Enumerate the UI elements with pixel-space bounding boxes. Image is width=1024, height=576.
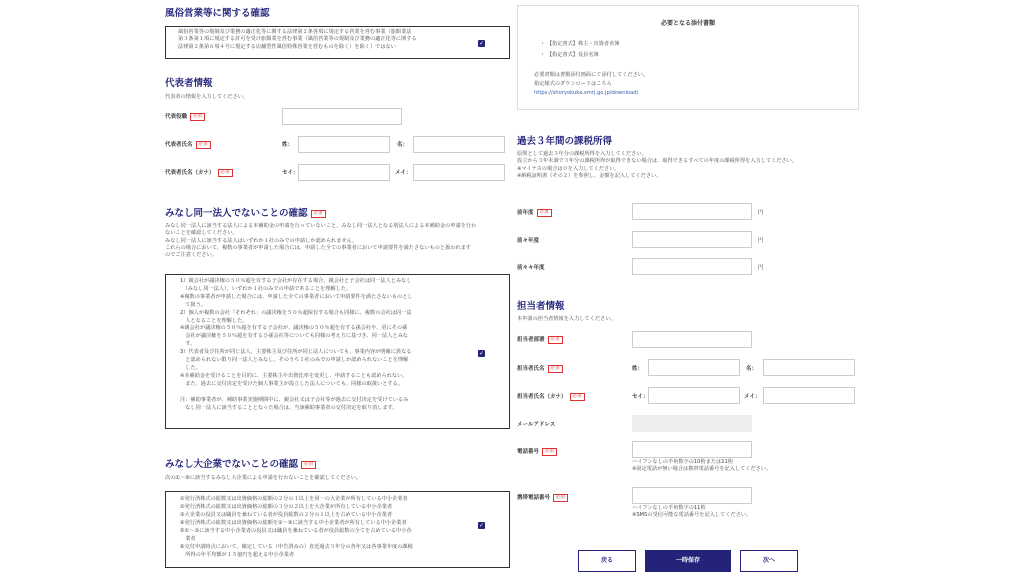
kazei-desc: 原則として過去３年分の課税所得を入力してください。 設立から３年未満で３年分の課税所得が取得できない場合は、取得できるすべての年度の課税所得を入力してください。 ※マイナスの場合は０を入力してください。 ※納税証明書（その２）を参照し、金額を記入してください。 [517, 151, 798, 179]
kazei-zenzennendo-input[interactable] [632, 231, 752, 248]
required-badge: 必須 [311, 210, 326, 218]
section-title-tantou: 担当者情報 [517, 301, 565, 312]
tantou-tel-label: 電話番号 必須 [517, 447, 557, 456]
tantou-busho-label: 担当者部署 必須 [517, 335, 563, 344]
next-button[interactable]: 次へ [740, 550, 798, 572]
minashi-doitsu-text: 1）親会社が議決権の５０％超を有する子会社が存在する場合、親会社と子会社は同一法人とみなし （みなし同一法人）、いずれか１社のみでの申請であることを理解した。 ※複数の事業者が申請した場合には、申請した全ての事業者において申請要件を満たさないものとし て扱う。 2）個人が複数の会社「それぞれ」の議決権を５０％超保有する場合も同様に、複数の会社は同一法 人となることを理解した。 ※親会社が議決権の５０％超を有する子会社が、議決権の５０％超を有する孫会社や、更にその孫 会社が議決権を５０％超を有するひ孫会社等についても同様の考え方に基づき、同一法人とみな す。 3）代表者及び住所が同じ法人、主要株主及び住所が同じ法人についても、事業内容が明確に異なる と認められない限り同一法人とみなし、そのうち１社のみでの申請しか認められないことを理解 した。 ※本補助金を受けることを目的に、主要株主や出資比率を変更し、申請することも認められない。 また、過去に交付決定を受けた個人事業主が設立した法人についても、同様の取扱いとする。 注：補助事業者が、補助事業実施期間中に、親会社又は子会社等が過去に交付決定を受けているみ なし同一法人に該当することとなった場合は、当該補助事業者の交付決定を取り消します。 [180, 278, 413, 411]
tantou-sei-kana-input[interactable] [648, 387, 740, 404]
yen-unit: 円 [758, 210, 764, 216]
back-button[interactable]: 戻る [578, 550, 636, 572]
daihyo-kana-label: 代表者氏名（カナ） 必須 [165, 168, 233, 177]
fuzoku-checkbox[interactable] [478, 40, 485, 47]
daihyo-sei-input[interactable] [298, 136, 390, 153]
required-badge: 必須 [190, 113, 205, 121]
kazei-zenzenzennendo-input[interactable] [632, 258, 752, 275]
tantou-sei-input[interactable] [648, 359, 740, 376]
tantou-mobile-label: 携帯電話番号 必須 [517, 493, 568, 502]
tantou-desc: 本申請の担当者情報を入力してください。 [517, 316, 616, 322]
tel-note: ハイフンなしの半角数字の10桁または11桁 ※固定電話が無い場合は携帯電話番号を記入してください。 [632, 459, 772, 473]
daihyo-mei-kana-input[interactable] [413, 164, 505, 181]
checkmark-icon: ✓ [478, 522, 485, 529]
minashi-daikigyo-intro: 次の①〜⑥に該当するみなし大企業による申請を行わないことを確認してください。 [165, 475, 362, 481]
checkmark-icon: ✓ [478, 40, 485, 47]
minashi-doitsu-intro: みなし同一法人に該当する法人による本補助金の申請を行っていないこと、みなし同一法人となる別法人による本補助金の申請を行わ ないことを確認してください。 みなし同一法人に該当する法人はいずれか１社のみでの申請しか認められません。 これらの場合において、複数の事業者が申請した場合には、申請した全ての事業者において申請要件を満たさないものと扱われます のでご注意ください。 [165, 223, 477, 259]
sei-label: 姓： [632, 366, 644, 372]
required-badge: 必須 [537, 209, 552, 217]
yen-unit: 円 [758, 265, 764, 271]
mei-kana-label: メイ： [744, 394, 761, 400]
tantou-name-label: 担当者氏名 必須 [517, 364, 563, 373]
mei-label: 名： [397, 142, 409, 148]
kazei-row-label: 前年度 必須 [517, 208, 552, 217]
tantou-mail-input[interactable] [632, 415, 752, 432]
mobile-note: ハイフンなしの半角数字の11桁 ※SMSの受信可能な電話番号を記入してください。 [632, 505, 752, 519]
fuzoku-text: 風俗営業等の規制及び業務の適正化等に関する法律第２条各項に規定する営業を営む事業（旅館業法 第３条第１項に規定する許可を受け旅館業を営む事業（風俗営業等の規制及び業務の適正化等に関する 法律第２条第６項４号に規定する店舗型性風俗特殊営業を営むものを除く）を除く）ではない [178, 29, 417, 50]
required-badge: 必須 [553, 494, 568, 502]
section-title-fuzoku: 風俗営業等に関する確認 [165, 8, 270, 19]
daihyo-name-label: 代表者氏名 必須 [165, 140, 211, 149]
required-badge: 必須 [218, 169, 233, 177]
attachments-note: 必要書類は書類添付画面にて添付してください。 [534, 72, 649, 78]
kazei-row-label: 前々々年度 [517, 265, 545, 271]
tantou-kana-label: 担当者氏名（カナ） 必須 [517, 392, 585, 401]
tantou-mobile-input[interactable] [632, 487, 752, 504]
section-title-kazei: 過去３年間の課税所得 [517, 136, 613, 147]
daihyo-desc: 代表者の情報を入力してください。 [165, 94, 249, 100]
sei-kana-label: セイ： [632, 394, 649, 400]
minashi-daikigyo-confirm-box [165, 491, 510, 568]
daihyo-sei-kana-input[interactable] [298, 164, 390, 181]
attachment-item: ・ 【指定書式】株主・出資者名簿 [540, 41, 620, 47]
attachments-download-note: 指定様式のダウンロードはこちら [534, 81, 612, 87]
kazei-zennendo-input[interactable] [632, 203, 752, 220]
download-link[interactable]: https://shoryokuka.smrj.go.jp/download/ [534, 90, 639, 96]
required-badge: 必須 [542, 448, 557, 456]
daihyo-yakushoku-label: 代表役職 必須 [165, 112, 205, 121]
sei-label: 姓： [282, 142, 294, 148]
tantou-tel-input[interactable] [632, 441, 752, 458]
mei-label: 名： [746, 366, 758, 372]
mei-kana-label: メイ： [395, 170, 412, 176]
required-badge: 必須 [548, 336, 563, 344]
tantou-mei-input[interactable] [763, 359, 855, 376]
tantou-busho-input[interactable] [632, 331, 752, 348]
required-badge: 必須 [196, 141, 211, 149]
daihyo-mei-input[interactable] [413, 136, 505, 153]
attachments-panel [517, 5, 859, 110]
minashi-doitsu-checkbox[interactable] [478, 350, 485, 357]
section-title-daihyo: 代表者情報 [165, 78, 213, 89]
save-draft-button[interactable]: 一時保存 [645, 550, 731, 572]
attachment-item: ・ 【指定書式】役員名簿 [540, 52, 599, 58]
section-title-minashi-doitsu: みなし同一法人でないことの確認 必須 [165, 205, 326, 219]
required-badge: 必須 [570, 393, 585, 401]
required-badge: 必須 [301, 461, 316, 469]
tantou-mei-kana-input[interactable] [763, 387, 855, 404]
kazei-row-label: 前々年度 [517, 238, 540, 244]
sei-kana-label: セイ： [282, 170, 299, 176]
minashi-daikigyo-checkbox[interactable] [478, 522, 485, 529]
tantou-mail-label: メールアドレス [517, 422, 556, 428]
required-badge: 必須 [548, 365, 563, 373]
checkmark-icon: ✓ [478, 350, 485, 357]
fuzoku-confirm-box [165, 26, 510, 59]
yen-unit: 円 [758, 238, 764, 244]
minashi-daikigyo-text: ①発行済株式の総数又は出資価格の総額の２分の１以上を同一の大企業が所有している中小企業者 ②発行済株式の総数又は出資価格の総額の３分の２以上を大企業が所有している中小企業者 ③大企業の役員又は職員を兼ねている者が役員総数の２分の１以上を占めている中小企業者 ④発行済株式の総数又は出資価格の総額を①〜③に該当する中小企業者が所有している中小企業者 ⑤①〜③に該当する中小企業者の役員又は職員を兼ねている者が役員総数の全てを占めている中小企 業者 ⑥交付申請時点において、確定している（申告済みの）直近過去３年分の各年又は各事業年度の課税 所得の年平均額が１５億円を超える中小企業者 [180, 496, 413, 558]
section-title-minashi-daikigyo: みなし大企業でないことの確認 必須 [165, 456, 316, 470]
minashi-doitsu-confirm-box [165, 274, 510, 429]
attachments-title: 必要となる添付書類 [660, 20, 715, 27]
daihyo-yakushoku-input[interactable] [282, 108, 402, 125]
